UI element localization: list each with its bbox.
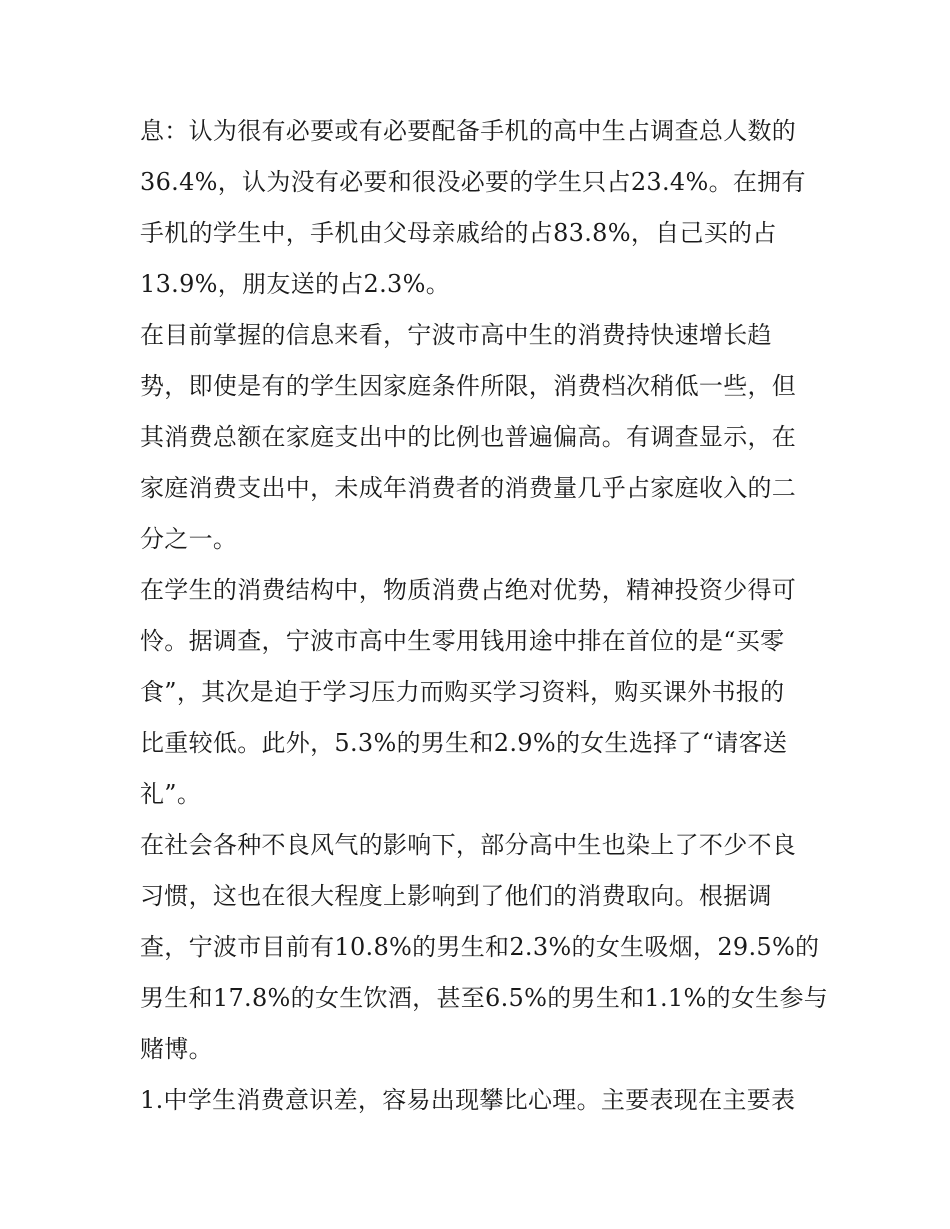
paragraph-consumption-growth <box>140 310 820 565</box>
text-line: 食”，其次是迫于学习压力而购买学习资料，购买课外书报的 <box>140 678 785 706</box>
text-line: 赌博。 <box>140 1035 213 1063</box>
text-line: 分之一。 <box>140 525 238 553</box>
text-line: 手机的学生中，手机由父母亲戚给的占83.8%，自己买的占 <box>140 219 777 247</box>
paragraph-bad-habits <box>140 820 829 1075</box>
text-line: 习惯，这也在很大程度上影响到了他们的消费取向。根据调 <box>140 882 772 910</box>
text-line: 在目前掌握的信息来看，宁波市高中生的消费持快速增长趋 <box>140 321 772 349</box>
text-line: 礼”。 <box>140 780 202 808</box>
text-line: 13.9%，朋友送的占2.3%。 <box>140 270 451 298</box>
text-line: 怜。据调查，宁波市高中生零用钱用途中排在首位的是“买零 <box>140 627 785 655</box>
paragraph-survey-summary <box>140 106 820 310</box>
text-line: 查，宁波市目前有10.8%的男生和2.3%的女生吸烟，29.5%的 <box>140 933 820 961</box>
text-line: 势，即使是有的学生因家庭条件所限，消费档次稍低一些，但 <box>140 372 797 400</box>
text-line: 男生和17.8%的女生饮酒，甚至6.5%的男生和1.1%的女生参与 <box>140 984 829 1012</box>
text-line: 1.中学生消费意识差，容易出现攀比心理。主要表现在主要表 <box>140 1086 796 1114</box>
text-line: 36.4%，认为没有必要和很没必要的学生只占23.4%。在拥有 <box>140 168 806 196</box>
text-line: 在社会各种不良风气的影响下，部分高中生也染上了不少不良 <box>140 831 797 859</box>
text-line: 其消费总额在家庭支出中的比例也普遍偏高。有调查显示，在 <box>140 423 797 451</box>
text-line: 在学生的消费结构中，物质消费占绝对优势，精神投资少得可 <box>140 576 797 604</box>
text-line: 比重较低。此外，5.3%的男生和2.9%的女生选择了“请客送 <box>140 729 788 757</box>
text-line: 家庭消费支出中，未成年消费者的消费量几乎占家庭收入的二 <box>140 474 797 502</box>
paragraph-point-one <box>140 1075 820 1126</box>
document-body <box>140 106 829 1126</box>
paragraph-consumption-structure <box>140 565 820 820</box>
text-line: 息：认为很有必要或有必要配备手机的高中生占调查总人数的 <box>140 117 797 145</box>
